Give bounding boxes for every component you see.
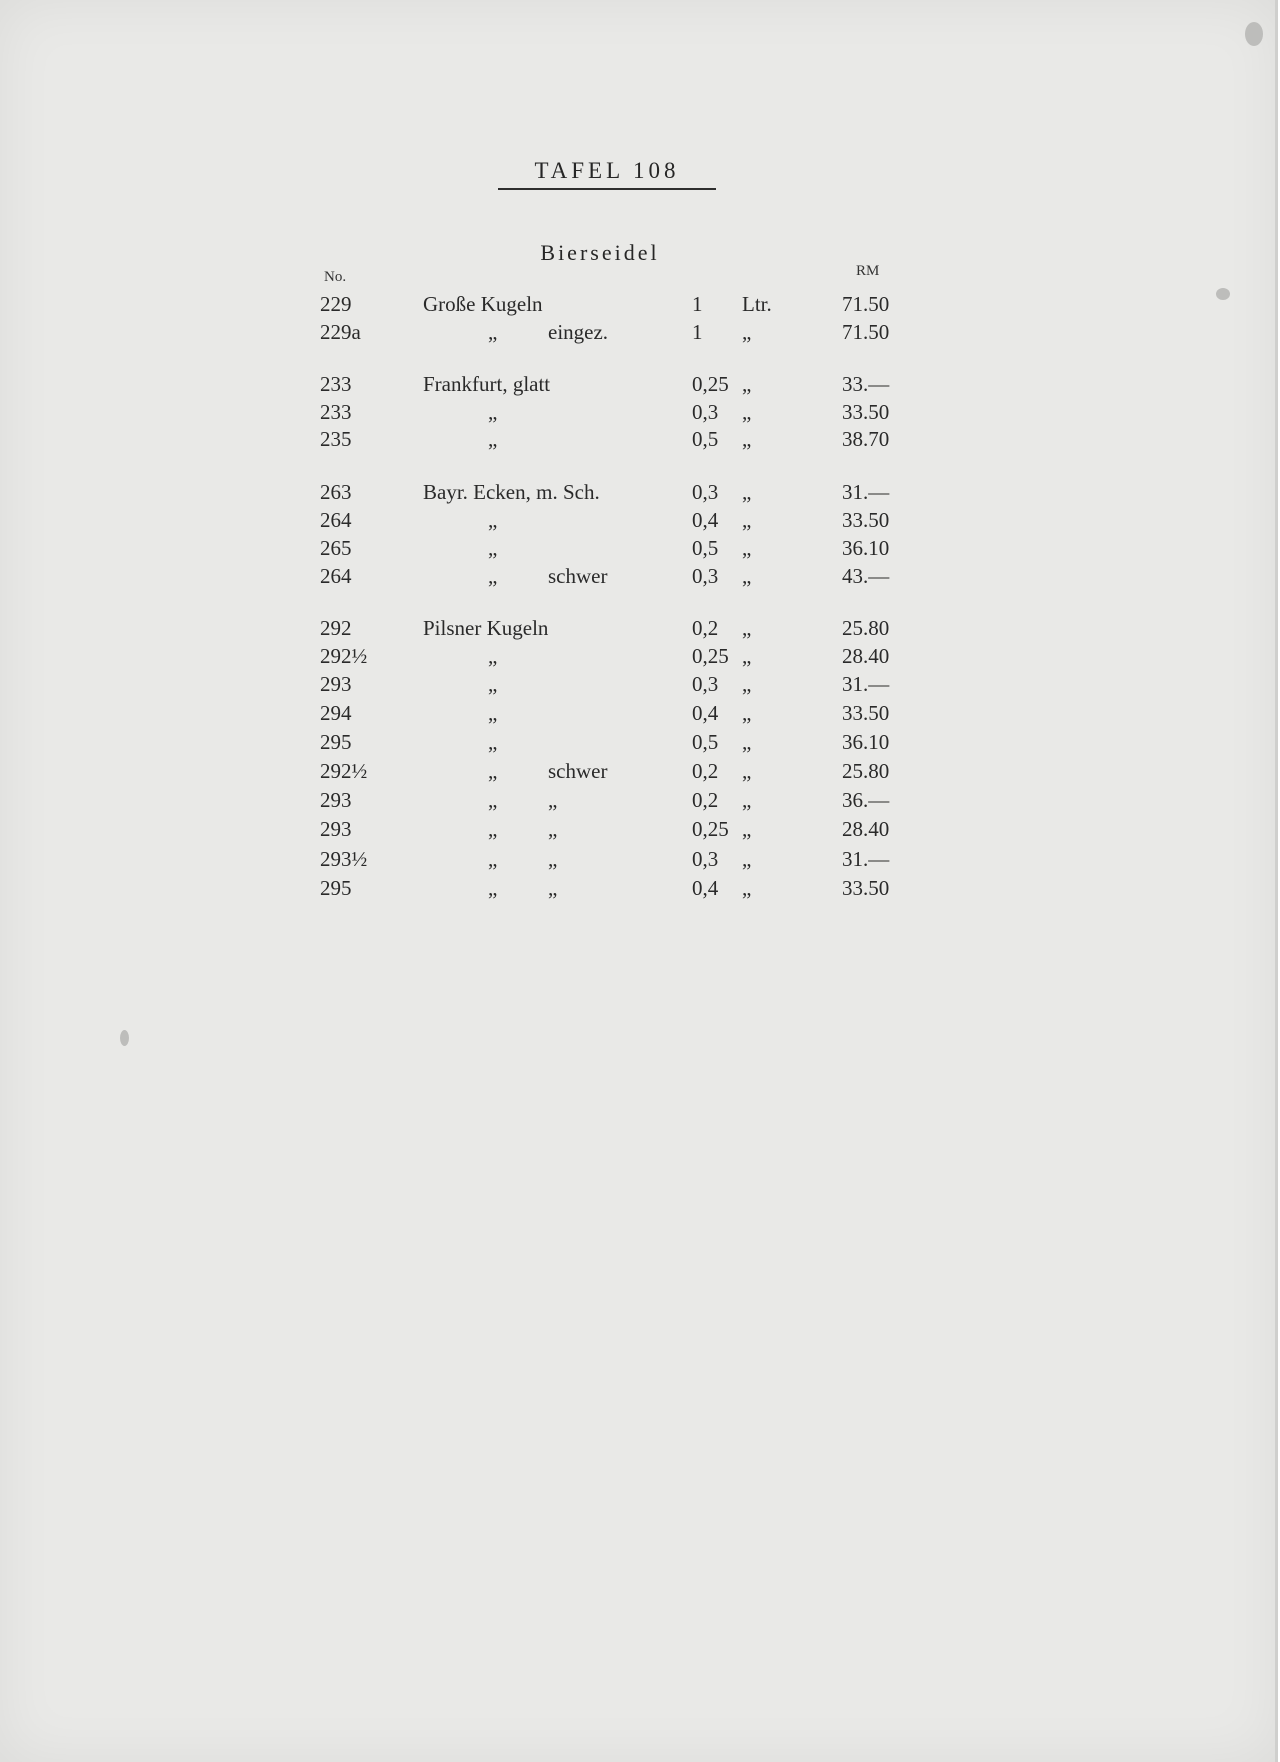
item-quantity: 0,5 <box>692 536 719 560</box>
item-number: 235 <box>320 427 352 451</box>
item-quantity: 0,3 <box>692 672 719 696</box>
item-number: 293½ <box>320 847 368 871</box>
item-quantity: 0,4 <box>692 876 719 900</box>
item-number: 292 <box>320 616 352 640</box>
item-number: 295 <box>320 876 352 900</box>
item-price: 28.40 <box>842 817 890 841</box>
item-name: Bayr. Ecken, m. Sch. <box>423 480 600 504</box>
item-name: Pilsner Kugeln <box>423 616 549 640</box>
item-quantity: 0,4 <box>692 508 719 532</box>
item-quantity: 1 <box>692 320 703 344</box>
item-price: 25.80 <box>842 759 890 783</box>
table-row <box>0 699 1280 727</box>
item-price: 33.50 <box>842 508 890 532</box>
item-unit: „ <box>742 847 752 871</box>
table-row <box>0 425 1280 453</box>
ditto-mark: „ <box>488 564 498 588</box>
table-row <box>0 534 1280 562</box>
item-unit: „ <box>742 372 752 396</box>
item-unit: „ <box>742 644 752 668</box>
ditto-mark: „ <box>488 400 498 424</box>
item-price: 31.— <box>842 480 890 504</box>
item-price: 38.70 <box>842 427 890 451</box>
item-quantity: 0,5 <box>692 427 719 451</box>
item-quantity: 0,2 <box>692 616 719 640</box>
paper-speck <box>1216 288 1230 300</box>
item-unit: „ <box>742 320 752 344</box>
item-unit: „ <box>742 616 752 640</box>
item-unit: „ <box>742 536 752 560</box>
ditto-mark: „ <box>488 672 498 696</box>
table-row <box>0 562 1280 590</box>
item-price: 28.40 <box>842 644 890 668</box>
item-number: 292½ <box>320 759 368 783</box>
item-number: 293 <box>320 788 352 812</box>
item-quantity: 0,5 <box>692 730 719 754</box>
item-unit: „ <box>742 817 752 841</box>
table-row <box>0 370 1280 398</box>
ditto-mark: „ <box>488 730 498 754</box>
item-variant: „ <box>548 788 558 812</box>
item-number: 233 <box>320 400 352 424</box>
item-quantity: 0,3 <box>692 480 719 504</box>
ditto-mark: „ <box>488 427 498 451</box>
item-unit: „ <box>742 564 752 588</box>
item-number: 264 <box>320 508 352 532</box>
item-variant: „ <box>548 847 558 871</box>
item-number: 233 <box>320 372 352 396</box>
table-row <box>0 398 1280 426</box>
item-price: 31.— <box>842 847 890 871</box>
table-row <box>0 318 1280 346</box>
table-row <box>0 642 1280 670</box>
ditto-mark: „ <box>488 847 498 871</box>
item-variant: eingez. <box>548 320 609 344</box>
table-row <box>0 874 1280 902</box>
item-price: 25.80 <box>842 616 890 640</box>
item-price: 33.50 <box>842 876 890 900</box>
table-row <box>0 728 1280 756</box>
item-unit: „ <box>742 480 752 504</box>
item-unit: „ <box>742 759 752 783</box>
item-price: 36.10 <box>842 536 890 560</box>
item-variant: „ <box>548 817 558 841</box>
item-price: 36.— <box>842 788 890 812</box>
item-quantity: 0,3 <box>692 400 719 424</box>
item-price: 43.— <box>842 564 890 588</box>
item-number: 263 <box>320 480 352 504</box>
item-quantity: 0,3 <box>692 847 719 871</box>
item-number: 292½ <box>320 644 368 668</box>
ditto-mark: „ <box>488 817 498 841</box>
item-price: 33.50 <box>842 701 890 725</box>
paper-speck <box>1245 22 1263 46</box>
table-row <box>0 786 1280 814</box>
item-quantity: 0,4 <box>692 701 719 725</box>
item-variant: schwer <box>548 759 608 783</box>
item-number: 229 <box>320 292 352 316</box>
item-unit: Ltr. <box>742 292 772 316</box>
item-variant: schwer <box>548 564 608 588</box>
item-variant: „ <box>548 876 558 900</box>
column-header-price: RM <box>856 263 880 279</box>
page-title: TAFEL 108 <box>534 158 680 183</box>
item-number: 229a <box>320 320 361 344</box>
item-quantity: 0,25 <box>692 644 729 668</box>
item-quantity: 0,25 <box>692 817 729 841</box>
item-price: 36.10 <box>842 730 890 754</box>
ditto-mark: „ <box>488 876 498 900</box>
item-unit: „ <box>742 400 752 424</box>
item-number: 295 <box>320 730 352 754</box>
item-unit: „ <box>742 427 752 451</box>
ditto-mark: „ <box>488 788 498 812</box>
table-row <box>0 670 1280 698</box>
item-unit: „ <box>742 508 752 532</box>
item-quantity: 0,3 <box>692 564 719 588</box>
item-price: 71.50 <box>842 320 890 344</box>
ditto-mark: „ <box>488 320 498 344</box>
item-unit: „ <box>742 876 752 900</box>
item-number: 264 <box>320 564 352 588</box>
item-unit: „ <box>742 701 752 725</box>
item-price: 33.50 <box>842 400 890 424</box>
title-block <box>498 156 716 190</box>
item-unit: „ <box>742 730 752 754</box>
item-name: Frankfurt, glatt <box>423 372 551 396</box>
table-row <box>0 614 1280 642</box>
item-quantity: 0,25 <box>692 372 729 396</box>
table-row <box>0 815 1280 843</box>
title-underline <box>498 188 716 190</box>
table-row <box>0 757 1280 785</box>
item-number: 265 <box>320 536 352 560</box>
ditto-mark: „ <box>488 508 498 532</box>
table-row <box>0 478 1280 506</box>
item-number: 293 <box>320 672 352 696</box>
item-quantity: 0,2 <box>692 788 719 812</box>
item-price: 71.50 <box>842 292 890 316</box>
item-price: 31.— <box>842 672 890 696</box>
column-header-no: No. <box>324 269 347 285</box>
item-quantity: 1 <box>692 292 703 316</box>
table-row <box>0 845 1280 873</box>
table-row <box>0 506 1280 534</box>
item-name: Große Kugeln <box>423 292 543 316</box>
ditto-mark: „ <box>488 644 498 668</box>
ditto-mark: „ <box>488 701 498 725</box>
table-row <box>0 290 1280 318</box>
item-unit: „ <box>742 672 752 696</box>
ditto-mark: „ <box>488 759 498 783</box>
item-price: 33.— <box>842 372 890 396</box>
item-unit: „ <box>742 788 752 812</box>
section-title: Bierseidel <box>540 240 660 265</box>
ditto-mark: „ <box>488 536 498 560</box>
paper-speck <box>120 1030 129 1046</box>
item-quantity: 0,2 <box>692 759 719 783</box>
item-number: 294 <box>320 701 352 725</box>
item-number: 293 <box>320 817 352 841</box>
